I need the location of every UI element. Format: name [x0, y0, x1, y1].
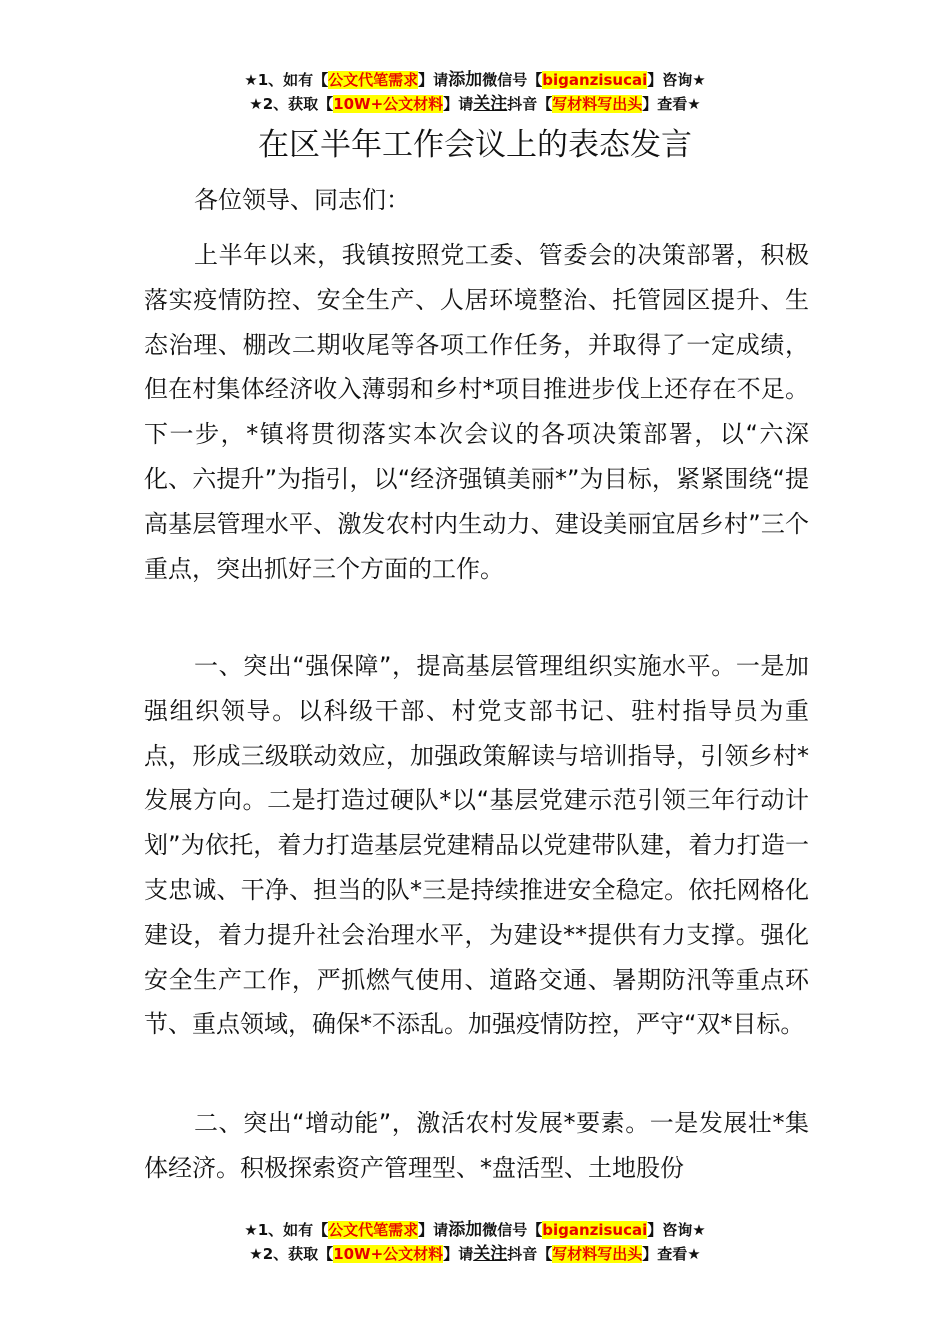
banner-text: 】咨询★: [647, 71, 706, 89]
banner-text: 抖音【: [507, 1245, 553, 1263]
salutation: 各位领导、同志们：: [194, 186, 410, 214]
banner-text: 】请: [443, 1245, 474, 1263]
banner-text: 抖音【: [507, 95, 553, 113]
banner-text: 微信号【: [482, 71, 543, 89]
banner-emphasis: 添加: [448, 1220, 483, 1240]
banner-emphasis: 添加: [448, 70, 483, 90]
header-banner: [0, 68, 950, 116]
banner-line-2: [0, 92, 950, 116]
banner-highlight: 写材料写出头: [552, 95, 643, 113]
banner-text: ★2、获取【: [249, 95, 334, 113]
banner-text: 微信号【: [482, 1221, 543, 1239]
banner-text: 】请: [418, 1221, 449, 1239]
banner-text: 】请: [443, 95, 474, 113]
banner-line-1: [0, 1218, 950, 1242]
paragraph-block: [144, 644, 809, 1047]
banner-text: 】咨询★: [647, 1221, 706, 1239]
banner-highlight: biganzisucai: [542, 71, 648, 89]
banner-highlight: 公文代笔需求: [328, 71, 419, 89]
banner-highlight: biganzisucai: [542, 1221, 648, 1239]
salutation-block: [144, 178, 809, 223]
paragraph: 一、突出“强保障”，提高基层管理组织实施水平。一是加强组织领导。以科级干部、村党支部书记、驻村指导员为重点，形成三级联动效应，加强政策解读与培训指导，引领乡村*发展方向。二是打造过硬队*以“基层党建示范引领三年行动计划”为依托，着力打造基层党建精品以党建带队建，着力打造一支忠诚、干净、担当的队*三是持续推进安全稳定。依托网格化建设，着力提升社会治理水平，为建设**提供有力支撑。强化安全生产工作，严抓燃气使用、道路交通、暑期防汛等重点环节、重点领域，确保*不添乱。加强疫情防控，严守“双*目标。: [144, 652, 809, 1039]
document-title: 在区半年工作会议上的表态发言: [258, 127, 692, 163]
banner-text: ★1、如有【: [244, 1221, 329, 1239]
banner-line-1: [0, 68, 950, 92]
banner-highlight: 10W+公文材料: [333, 1245, 444, 1263]
banner-highlight: 10W+公文材料: [333, 95, 444, 113]
paragraph: 二、突出“增动能”，激活农村发展*要素。一是发展壮*集体经济。积极探索资产管理型、*盘活型、土地股份: [144, 1109, 809, 1182]
banner-emphasis: 关注: [473, 94, 508, 114]
banner-text: ★1、如有【: [244, 71, 329, 89]
paragraph-block: [144, 1101, 809, 1191]
banner-emphasis: 关注: [473, 1244, 508, 1264]
banner-text: 】请: [418, 71, 449, 89]
paragraph: 上半年以来，我镇按照党工委、管委会的决策部署，积极落实疫情防控、安全生产、人居环境整治、托管园区提升、生态治理、棚改二期收尾等各项工作任务，并取得了一定成绩，但在村集体经济收入薄弱和乡村*项目推进步伐上还存在不足。下一步，*镇将贯彻落实本次会议的各项决策部署，以“六深化、六提升”为指引，以“经济强镇美丽*”为目标，紧紧围绕“提高基层管理水平、激发农村内生动力、建设美丽宜居乡村”三个重点，突出抓好三个方面的工作。: [144, 241, 809, 583]
footer-banner: [0, 1218, 950, 1266]
banner-text: ★2、获取【: [249, 1245, 334, 1263]
banner-text: 】查看★: [642, 95, 701, 113]
paragraph-block: [144, 233, 809, 591]
banner-highlight: 公文代笔需求: [328, 1221, 419, 1239]
banner-text: 】查看★: [642, 1245, 701, 1263]
banner-line-2: [0, 1242, 950, 1266]
banner-highlight: 写材料写出头: [552, 1245, 643, 1263]
